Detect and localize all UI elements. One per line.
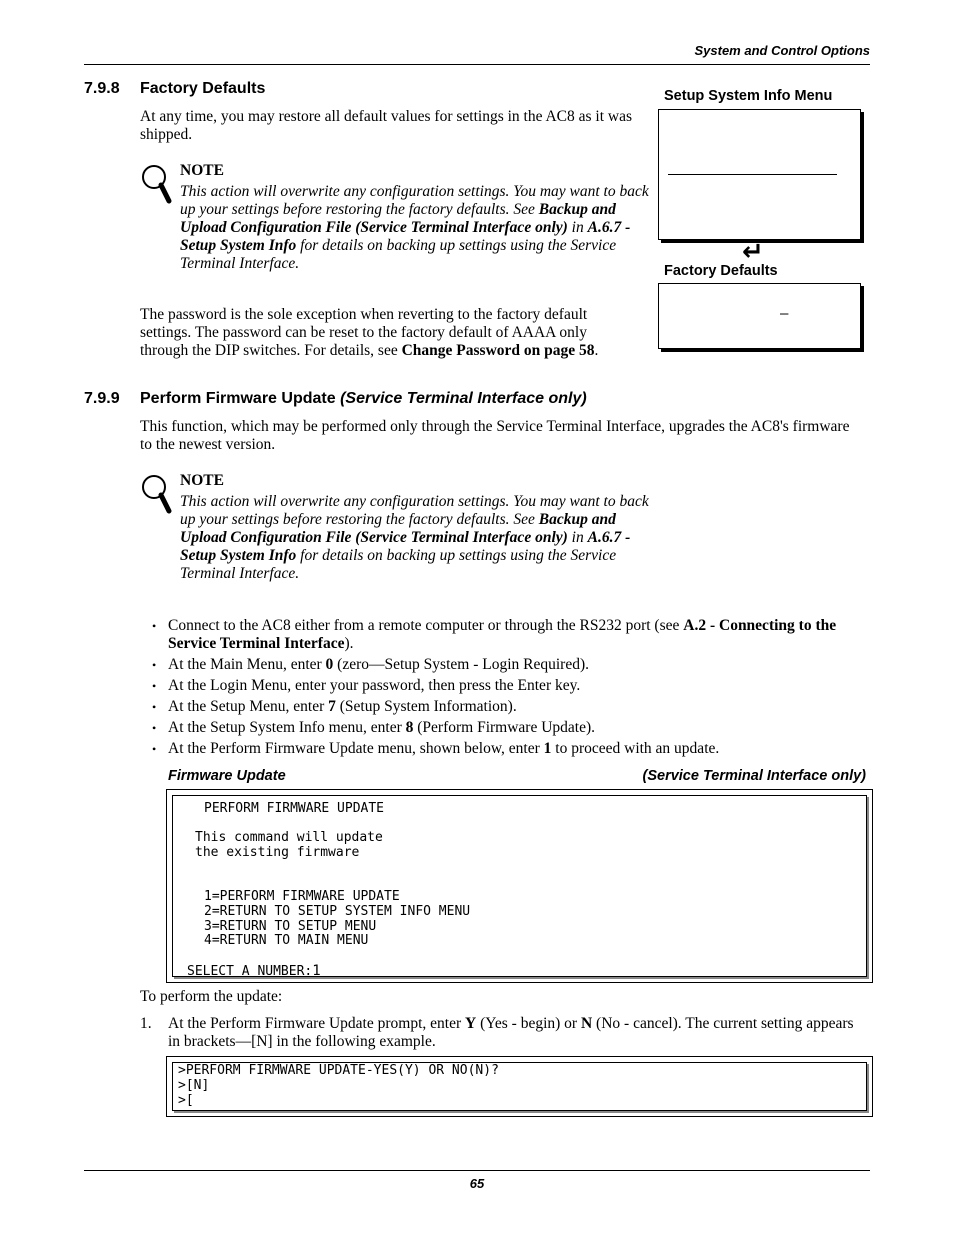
terminal-entered-value: 1 (312, 963, 321, 979)
terminal-option-4: 4=RETURN TO MAIN MENU (204, 933, 369, 948)
step-1-number: 1. (140, 1015, 152, 1032)
step-1-text: At the Perform Firmware Update prompt, enter Y (Yes - begin) or N (No - cancel). The current setting appears in brackets—[N] in the following example. (168, 1015, 854, 1050)
terminal-menu-title: PERFORM FIRMWARE UPDATE (204, 801, 385, 816)
terminal-text-line: the existing firmware (195, 845, 360, 860)
section-799-title: Perform Firmware Update (Service Terminal Interface only) (140, 390, 587, 407)
terminal-current-setting: >[N] (178, 1078, 210, 1093)
setup-system-info-menu-title: Setup System Info Menu (664, 88, 833, 104)
terminal-prompt-line: >PERFORM FIRMWARE UPDATE-YES(Y) OR NO(N)? (178, 1063, 499, 1078)
factory-defaults-title: Factory Defaults (664, 263, 778, 279)
note-1-text: This action will overwrite any configuration settings. You may want to back up your settings before restoring the factory defaults. See Backup and Upload Configuration File (Service Terminal Interface only) in A.6.7 - Setup System Info for details on backing up settings using the Service Terminal Interface. (180, 183, 649, 272)
page-number: 65 (469, 1176, 485, 1191)
list-item: • At the Login Menu, enter your password, then press the Enter key. (152, 677, 862, 695)
figure-caption-right: (Service Terminal Interface only) (642, 768, 866, 784)
list-item: • At the Perform Firmware Update menu, shown below, enter 1 to proceed with an update. (152, 740, 862, 758)
confirm-terminal-frame (166, 1056, 873, 1117)
section-798-title: Factory Defaults (140, 80, 266, 97)
display-underline (668, 174, 837, 175)
note-1-title: NOTE (180, 162, 224, 179)
terminal-prompt: SELECT A NUMBER:1 (187, 963, 321, 979)
section-798-number: 7.9.8 (84, 80, 120, 97)
confirm-terminal-screen (172, 1062, 867, 1111)
section-799-intro: This function, which may be performed only through the Service Terminal Interface, upgrades the AC8's firmware to the newest version. (140, 418, 850, 453)
magnifier-icon (140, 473, 174, 515)
terminal-option-1: 1=PERFORM FIRMWARE UPDATE (204, 889, 400, 904)
terminal-text-line: This command will update (195, 830, 383, 845)
firmware-update-terminal-frame (166, 789, 873, 983)
section-799-number: 7.9.9 (84, 390, 120, 407)
firmware-update-terminal-screen (172, 795, 867, 977)
perform-label: To perform the update: (140, 988, 283, 1005)
magnifier-icon (140, 163, 174, 205)
footer-rule (84, 1170, 870, 1171)
terminal-option-2: 2=RETURN TO SETUP SYSTEM INFO MENU (204, 904, 471, 919)
terminal-option-3: 3=RETURN TO SETUP MENU (204, 919, 377, 934)
list-item: • At the Main Menu, enter 0 (zero—Setup System - Login Required). (152, 656, 862, 674)
factory-defaults-display (658, 283, 861, 349)
list-item: • At the Setup Menu, enter 7 (Setup System Information). (152, 698, 862, 716)
steps-bullet-list (152, 617, 862, 761)
note-2-title: NOTE (180, 472, 224, 489)
terminal-input-line: >[ (178, 1093, 194, 1108)
list-item: • At the Setup System Info menu, enter 8 (Perform Firmware Update). (152, 719, 862, 737)
setup-system-info-display (658, 109, 861, 240)
display-cursor: – (780, 306, 789, 322)
enter-key-icon: ↵ (742, 236, 764, 266)
note-2-text: This action will overwrite any configuration settings. You may want to back up your settings before restoring the factory defaults. See Backup and Upload Configuration File (Service Terminal Interface only) in A.6.7 - Setup System Info for details on backing up settings using the Service Terminal Interface. (180, 493, 649, 582)
list-item: • Connect to the AC8 either from a remote computer or through the RS232 port (see A.2 - Connecting to the Service Terminal Interface). (152, 617, 862, 653)
running-header: System and Control Options (694, 43, 870, 58)
header-rule (84, 64, 870, 65)
section-798-para2: The password is the sole exception when reverting to the factory default settings. The password can be reset to the factory default of AAAA only through the DIP switches. For details, see Change Password on page 58. (140, 306, 599, 359)
figure-caption-left: Firmware Update (168, 768, 286, 784)
section-798-intro: At any time, you may restore all default values for settings in the AC8 as it was shipped. (140, 108, 633, 143)
